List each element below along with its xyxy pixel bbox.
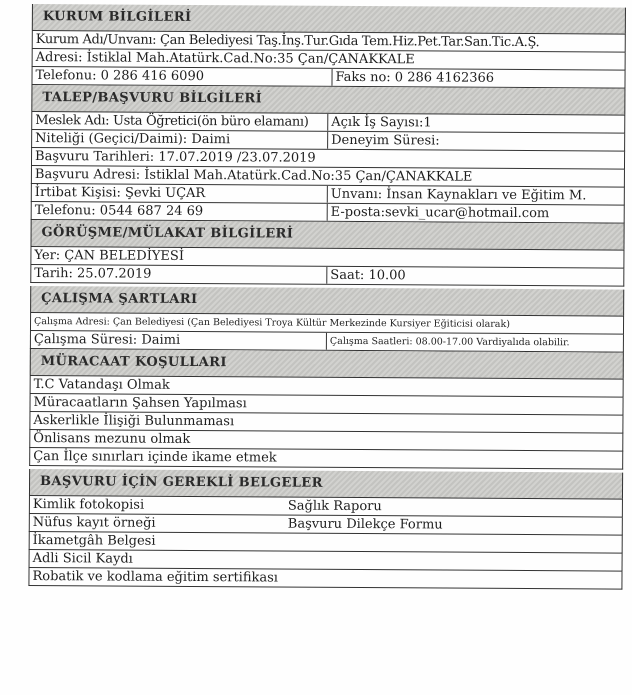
gorusme-yer: Yer: ÇAN BELEDİYESİ — [34, 248, 185, 264]
kurum-telefon: Telefonu: 0 286 416 6090 — [35, 68, 205, 85]
belge-row — [28, 568, 622, 590]
belge-saglik: Sağlık Raporu — [287, 498, 382, 515]
section-header-belgeler: BAŞVURU İÇİN GEREKLİ BELGELER — [29, 469, 623, 499]
acik-is-sayisi: Açık İş Sayısı:1 — [327, 114, 624, 133]
belge-ikametgah: İkametgâh Belgesi — [32, 533, 156, 549]
section-header-talep: TALEP/BAŞVURU BİLGİLERİ — [31, 85, 625, 115]
basvuru-adresi: Başvuru Adresi: İstiklal Mah.Atatürk.Cad.No:35 Çan/ÇANAKKALE — [34, 167, 473, 185]
belge-nufus: Nüfus kayıt örneği — [32, 515, 156, 531]
muracaat-kosulu: Önlisans mezunu olmak — [33, 431, 191, 447]
kurum-adi: Kurum Adı/Unvanı: Çan Belediyesi Taş.İnş.Tur.Gıda Tem.Hiz.Pet.Tar.San.Tic.A.Ş. — [35, 32, 540, 51]
irtibat-unvani: Unvanı: İnsan Kaynakları ve Eğitim M. — [327, 186, 624, 205]
calisma-saatleri: Çalışma Saatleri: 08.00-17.00 Vardiyalıda olabilir. — [326, 333, 623, 352]
gorusme-tarih-row — [30, 265, 624, 287]
muracaat-kosulu: T.C Vatandaşı Olmak — [33, 377, 170, 393]
irtibat-kisisi: İrtibat Kişisi: Şevki UÇAR — [34, 185, 206, 202]
gorusme-saat: Saat: 10.00 — [326, 267, 623, 286]
belge-adli-sicil: Adli Sicil Kaydı — [32, 551, 133, 567]
belge-kimlik: Kimlik fotokopisi — [32, 497, 145, 513]
irtibat-eposta: E-posta:sevki_ucar@hotmail.com — [327, 204, 624, 223]
section-header-gorusme: GÖRÜŞME/MÜLAKAT BİLGİLERİ — [30, 220, 624, 250]
niteligi: Niteliği (Geçici/Daimi): Daimi — [35, 131, 231, 148]
section-header-muracaat: MÜRACAAT KOŞULLARI — [30, 349, 624, 379]
kurum-adres: Adresi: İstiklal Mah.Atatürk.Cad.No:35 Çan/ÇANAKKALE — [35, 50, 415, 68]
gorusme-tarih: Tarih: 25.07.2019 — [34, 266, 152, 282]
muracaat-item — [29, 448, 623, 470]
calisma-adresi: Çalışma Adresi: Çan Belediyesi (Çan Belediyesi Troya Kültür Merkezinde Kursiyer Eğiticisi olarak) — [34, 316, 510, 330]
section-header-kurum: KURUM BİLGİLERİ — [32, 4, 626, 34]
belge-sertifika: Robatik ve kodlama eğitim sertifikası — [32, 569, 279, 586]
calisma-suresi: Çalışma Süresi: Daimi — [33, 332, 181, 348]
job-posting-form — [28, 0, 626, 590]
muracaat-kosulu: Müracaatların Şahsen Yapılması — [33, 395, 247, 412]
belge-dilekce: Başvuru Dilekçe Formu — [287, 516, 443, 533]
deneyim-suresi: Deneyim Süresi: — [327, 132, 624, 151]
meslek-adi: Meslek Adı: Usta Öğretici(ön büro elamanı) — [35, 113, 309, 130]
basvuru-tarihleri: Başvuru Tarihleri: 17.07.2019 /23.07.2019 — [34, 149, 316, 166]
kurum-faks: Faks no: 0 286 4162366 — [331, 69, 624, 88]
section-header-calisma: ÇALIŞMA ŞARTLARI — [30, 286, 624, 316]
muracaat-kosulu: Çan İlçe sınırları içinde ikame etmek — [33, 449, 277, 466]
irtibat-telefon: Telefonu: 0544 687 24 69 — [34, 203, 204, 220]
muracaat-kosulu: Askerlikle İlişiği Bulunmaması — [33, 413, 235, 430]
